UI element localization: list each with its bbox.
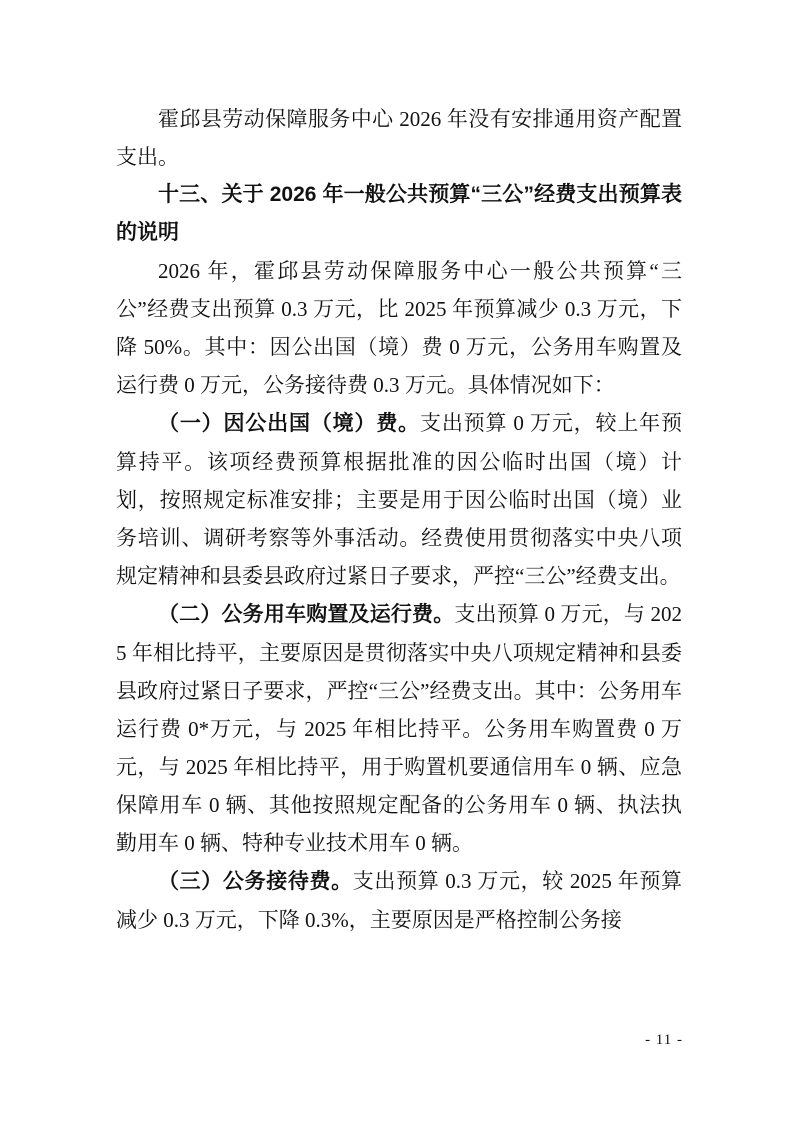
paragraph-overseas-travel-text: 支出预算 0 万元，较上年预算持平。该项经费预算根据批准的因公临时出国（境）计划，按照规定标准安排；主要是用于因公临时出国（境）业务培训、调研考察等外事活动。经费使用贯彻落实中央八项规定精神和县委县政府过紧日子要求，严控“三公”经费支出。 <box>116 411 682 588</box>
paragraph-overseas-travel <box>116 404 682 595</box>
paragraph-asset-allocation: 霍邱县劳动保障服务中心 2026 年没有安排通用资产配置支出。 <box>116 107 682 169</box>
paragraph-overseas-travel-lead: （一）因公出国（境）费。 <box>158 412 420 435</box>
paragraph-official-reception-lead: （三）公务接待费。 <box>158 870 353 893</box>
document-content <box>116 100 682 939</box>
section-heading-thirteen: 十三、关于 2026 年一般公共预算“三公”经费支出预算表的说明 <box>116 183 682 244</box>
paragraph-official-reception-text: 支出预算 0.3 万元，较 2025 年预算减少 0.3 万元，下降 0.3%，主要原因是严格控制公务接 <box>116 869 683 932</box>
paragraph-official-vehicles-lead: （二）公务用车购置及运行费。 <box>158 603 455 626</box>
paragraph-official-vehicles <box>116 595 682 862</box>
paragraph-official-vehicles-text: 支出预算 0 万元，与 2025 年相比持平，主要原因是贯彻落实中央八项规定精神和县委县政府过紧日子要求，严控“三公”经费支出。其中：公务用车运行费 0*万元，与 2025 年相比持平。公务用车购置费 0 万元，与 2025 年相比持平，用于购置机要通信用车 0 辆、应急保障用车 0 辆、其他按照规定配备的公务用车 0 辆、执法执勤用车 0 辆、特种专业技术用车 0 辆。 <box>116 602 683 855</box>
paragraph-official-reception <box>116 862 682 939</box>
page-number: - 11 - <box>645 1032 683 1048</box>
paragraph-three-public-overview: 2026 年，霍邱县劳动保障服务中心一般公共预算“三公”经费支出预算 0.3 万元，比 2025 年预算减少 0.3 万元，下降 50%。其中：因公出国（境）费 0 万元，公务用车购置及运行费 0 万元，公务接待费 0.3 万元。具体情况如下： <box>116 259 682 397</box>
